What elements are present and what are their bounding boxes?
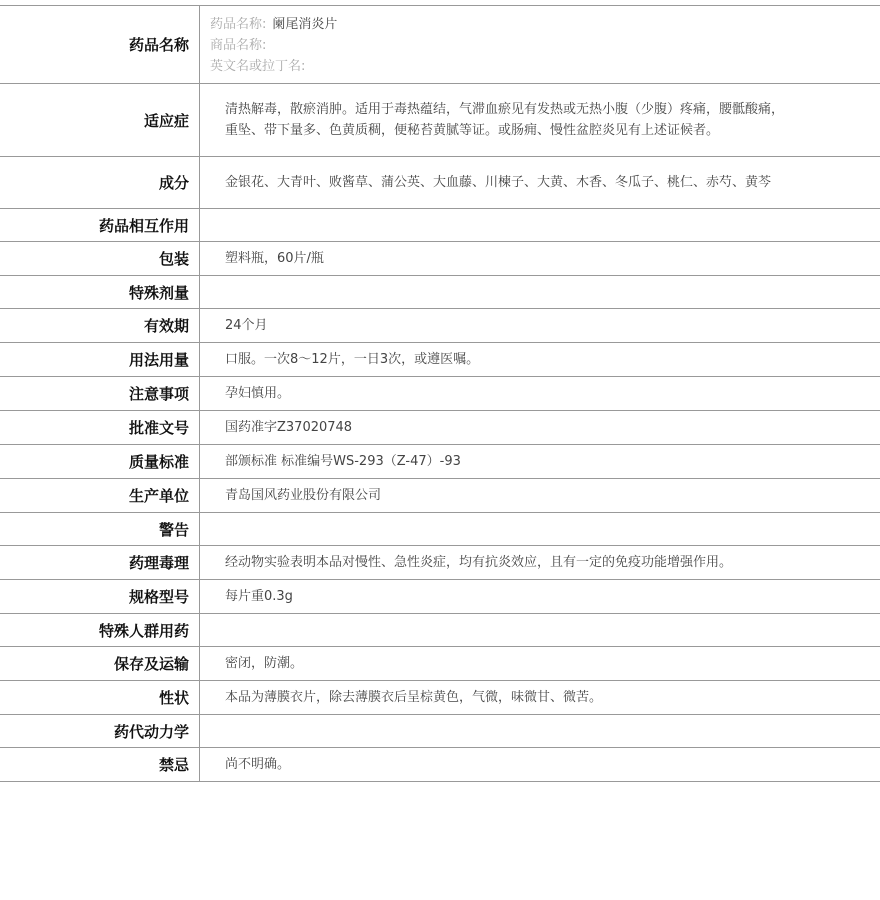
info-row xyxy=(0,614,880,647)
info-row xyxy=(0,647,880,681)
trade-name-line xyxy=(210,35,870,56)
info-row-value xyxy=(200,546,880,579)
info-row-value xyxy=(200,411,880,444)
info-row-value-text: 口服。一次8～12片，一日3次，或遵医嘱。 xyxy=(225,352,480,367)
drug-info-table xyxy=(0,5,880,782)
info-row-label: 禁忌 xyxy=(0,748,200,781)
info-row-value-text: 部颁标准 标准编号WS-293（Z-47）-93 xyxy=(225,454,461,469)
info-row xyxy=(0,546,880,580)
info-row-value-text: 24个月 xyxy=(225,318,268,333)
info-row-label: 特殊人群用药 xyxy=(0,614,200,646)
info-row xyxy=(0,479,880,513)
info-row-value-text: 孕妇慎用。 xyxy=(225,386,291,401)
info-row-label: 批准文号 xyxy=(0,411,200,444)
english-name-key: 英文名或拉丁名: xyxy=(210,59,306,74)
info-row xyxy=(0,84,880,157)
info-row-value xyxy=(200,276,880,308)
info-row-value xyxy=(200,242,880,275)
info-row-value-text: 塑料瓶，60片/瓶 xyxy=(225,251,324,266)
info-row-label: 性状 xyxy=(0,681,200,714)
info-row-value xyxy=(200,580,880,613)
trade-name-key: 商品名称: xyxy=(210,38,267,53)
info-row-value xyxy=(200,309,880,342)
info-row-value-text: 经动物实验表明本品对慢性、急性炎症，均有抗炎效应，且有一定的免疫功能增强作用。 xyxy=(225,555,733,570)
info-row-label: 有效期 xyxy=(0,309,200,342)
info-row xyxy=(0,580,880,614)
info-row-label: 生产单位 xyxy=(0,479,200,512)
info-row-label: 药品相互作用 xyxy=(0,209,200,241)
info-row-value xyxy=(200,513,880,545)
info-row-label: 注意事项 xyxy=(0,377,200,410)
info-row xyxy=(0,411,880,445)
info-row xyxy=(0,157,880,209)
info-row-label: 药理毒理 xyxy=(0,546,200,579)
english-name-line xyxy=(210,56,870,77)
generic-name-value: 阑尾消炎片 xyxy=(272,17,338,32)
info-row-label: 保存及运输 xyxy=(0,647,200,680)
info-row xyxy=(0,513,880,546)
info-row-value xyxy=(200,647,880,680)
drug-name-cell xyxy=(200,6,880,83)
info-row-value xyxy=(200,377,880,410)
info-row-value-text: 清热解毒，散瘀消肿。适用于毒热蕴结，气滞血瘀见有发热或无热小腹（少腹）疼痛，腰骶酸痛，重坠、带下量多、色黄质稠，便秘苔黄腻等证。或肠痈、慢性盆腔炎见有上述证候者。 xyxy=(225,102,785,138)
info-row-label: 警告 xyxy=(0,513,200,545)
info-row xyxy=(0,715,880,748)
info-row xyxy=(0,209,880,242)
drug-name-label: 药品名称 xyxy=(0,6,200,83)
info-row-label: 特殊剂量 xyxy=(0,276,200,308)
drug-name-row xyxy=(0,6,880,84)
info-row-label: 质量标准 xyxy=(0,445,200,478)
info-row-value xyxy=(200,157,880,208)
info-row-label: 规格型号 xyxy=(0,580,200,613)
info-row-value-text: 青岛国风药业股份有限公司 xyxy=(225,488,382,503)
info-row-value xyxy=(200,343,880,376)
info-row-value-text: 每片重0.3g xyxy=(225,589,293,604)
info-row-value xyxy=(200,479,880,512)
info-row-label: 包装 xyxy=(0,242,200,275)
info-row-label: 成分 xyxy=(0,157,200,208)
generic-name-key: 药品名称: xyxy=(210,17,267,32)
info-row-label: 药代动力学 xyxy=(0,715,200,747)
info-row xyxy=(0,377,880,411)
info-row xyxy=(0,343,880,377)
generic-name-line xyxy=(210,14,870,35)
info-row-value xyxy=(200,748,880,781)
info-row xyxy=(0,445,880,479)
info-row-value-text: 国药准字Z37020748 xyxy=(225,420,353,435)
info-row-value-text: 密闭，防潮。 xyxy=(225,656,304,671)
info-row-value xyxy=(200,445,880,478)
info-row-value-text: 金银花、大青叶、败酱草、蒲公英、大血藤、川楝子、大黄、木香、冬瓜子、桃仁、赤芍、黄芩 xyxy=(225,175,772,190)
info-row-label: 用法用量 xyxy=(0,343,200,376)
info-row-value xyxy=(200,681,880,714)
info-row-value xyxy=(200,209,880,241)
info-row-value xyxy=(200,614,880,646)
info-row-value xyxy=(200,715,880,747)
info-row xyxy=(0,681,880,715)
info-rows xyxy=(0,84,880,782)
info-row-label: 适应症 xyxy=(0,84,200,156)
info-row xyxy=(0,242,880,276)
info-row xyxy=(0,748,880,782)
info-row-value-text: 本品为薄膜衣片，除去薄膜衣后呈棕黄色，气微，味微甘、微苦。 xyxy=(225,690,603,705)
info-row xyxy=(0,309,880,343)
info-row-value-text: 尚不明确。 xyxy=(225,757,291,772)
info-row xyxy=(0,276,880,309)
info-row-value xyxy=(200,84,880,156)
